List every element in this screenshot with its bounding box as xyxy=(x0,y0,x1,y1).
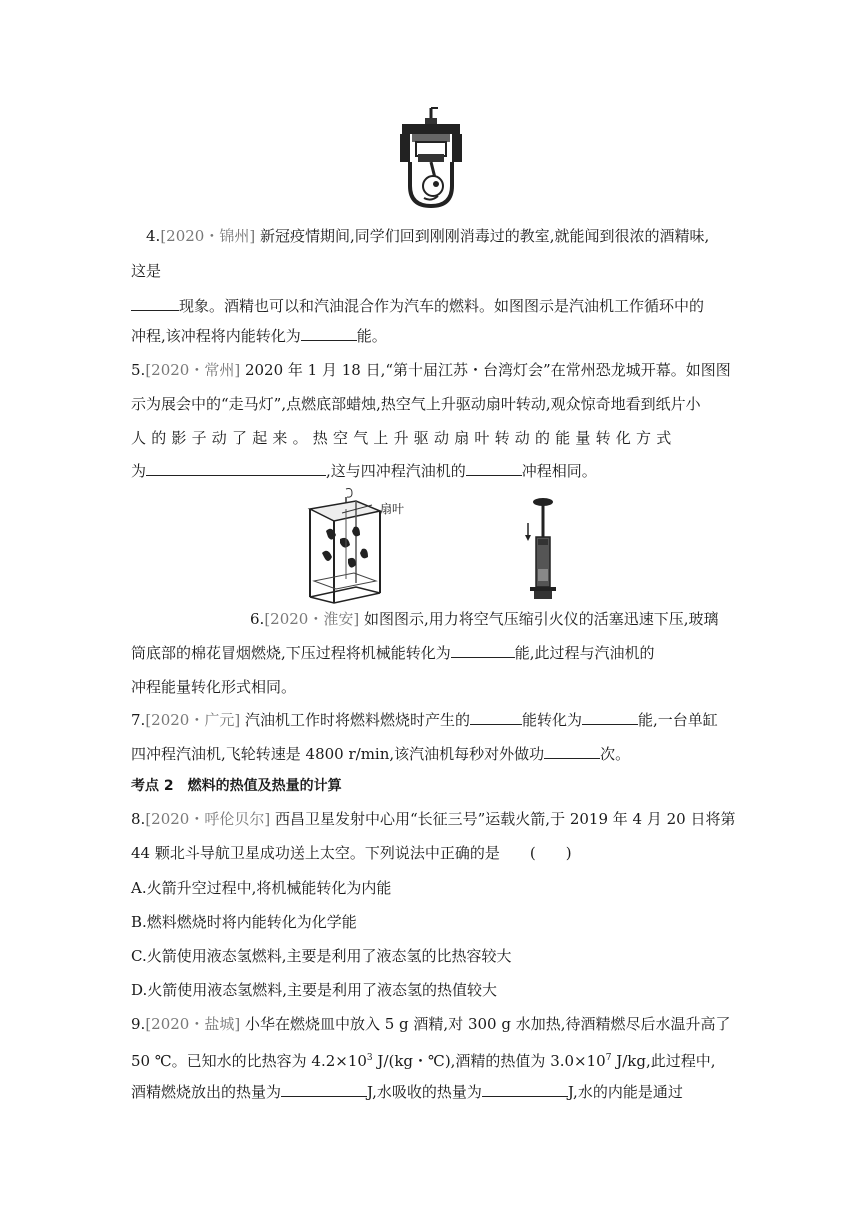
q6-number: 6. xyxy=(250,610,265,628)
q5-line-4 xyxy=(131,461,597,481)
q8-line-2 xyxy=(131,843,572,863)
q4-line-4 xyxy=(131,326,387,346)
q5-text: 2020 年 1 月 18 日,“第十届江苏・台湾灯会”在常州恐龙城开幕。如图图 xyxy=(240,361,731,379)
q4-text: 能。 xyxy=(356,327,387,345)
q8-number: 8. xyxy=(131,810,146,828)
q5-text: 为 xyxy=(131,462,147,480)
answer-blank[interactable] xyxy=(470,710,522,725)
answer-blank[interactable] xyxy=(451,643,515,658)
q6-text: 冲程能量转化形式相同。 xyxy=(131,678,297,696)
q9-text: 酒精燃烧放出的热量为 xyxy=(131,1083,282,1101)
q7-text: 次。 xyxy=(600,745,631,763)
q7-number: 7. xyxy=(131,711,146,729)
q4-number: 4. xyxy=(146,227,161,245)
answer-blank[interactable] xyxy=(281,1082,367,1097)
q7-line-2 xyxy=(131,744,630,764)
q4-text: 新冠疫情期间,同学们回到刚刚消毒过的教室,就能闻到很浓的酒精味, xyxy=(255,227,710,245)
q4-line-3 xyxy=(131,296,704,316)
q7-line-1 xyxy=(131,710,718,730)
q8-text: 44 颗北斗导航卫星成功送上太空。下列说法中正确的是 ( ) xyxy=(131,844,572,862)
q8-text: 西昌卫星发射中心用“长征三号”运载火箭,于 2019 年 4 月 20 日将第 xyxy=(270,810,736,828)
fire-syringe-figure xyxy=(520,497,566,601)
answer-blank[interactable] xyxy=(301,326,357,341)
q5-number: 5. xyxy=(131,361,146,379)
q9-line-3 xyxy=(131,1082,683,1102)
q9-line-2 xyxy=(131,1048,716,1071)
q5-text: 冲程相同。 xyxy=(521,462,597,480)
q9-number: 9. xyxy=(131,1015,146,1033)
q6-text: 能,此过程与汽油机的 xyxy=(514,644,655,662)
q5-source: [2020・常州] xyxy=(145,361,241,379)
answer-blank[interactable] xyxy=(582,710,638,725)
q8-option-b[interactable]: B.燃料燃烧时将内能转化为化学能 xyxy=(131,913,357,931)
answer-blank[interactable] xyxy=(131,296,179,311)
q8-option-c[interactable]: C.火箭使用液态氢燃料,主要是利用了液态氢的比热容较大 xyxy=(131,947,512,965)
q4-text: 现象。酒精也可以和汽油混合作为汽车的燃料。如图图示是汽油机工作循环中的 xyxy=(179,297,705,315)
q9-line-1 xyxy=(131,1014,731,1034)
q6-line-2 xyxy=(131,643,655,663)
q9-source: [2020・盐城] xyxy=(145,1015,241,1033)
q4-line-2 xyxy=(131,261,161,281)
answer-blank[interactable] xyxy=(544,744,600,759)
q7-text: 能,一台单缸 xyxy=(638,711,718,729)
q4-line-1 xyxy=(146,226,709,246)
q8-line-1 xyxy=(131,809,736,829)
q7-text: 汽油机工作时将燃料燃烧时产生的 xyxy=(240,711,470,729)
engine-figure xyxy=(398,106,464,208)
q9-text: J,水吸收的热量为 xyxy=(367,1083,482,1101)
lantern-label: 扇叶 xyxy=(380,502,405,516)
q4-source: [2020・锦州] xyxy=(160,227,256,245)
q8-source: [2020・呼伦贝尔] xyxy=(145,810,271,828)
q5-text: 人的影子动了起来。热空气上升驱动扇叶转动的能量转化方式 xyxy=(131,429,677,447)
q6-source: [2020・淮安] xyxy=(264,610,360,628)
q8-option-d[interactable]: D.火箭使用液态氢燃料,主要是利用了液态氢的热值较大 xyxy=(131,981,498,999)
q6-text: 筒底部的棉花冒烟燃烧,下压过程将机械能转化为 xyxy=(131,644,451,662)
q5-line-1 xyxy=(131,360,731,380)
q5-line-3 xyxy=(131,428,676,448)
q8-option-a[interactable]: A.火箭升空过程中,将机械能转化为内能 xyxy=(131,879,392,897)
q4-text: 这是 xyxy=(131,262,162,280)
q4-text: 冲程,该冲程将内能转化为 xyxy=(131,327,301,345)
q9-text: J/kg,此过程中, xyxy=(611,1052,716,1070)
q6-text: 如图图示,用力将空气压缩引火仪的活塞迅速下压,玻璃 xyxy=(359,610,719,628)
q5-text: ,这与四冲程汽油机的 xyxy=(326,462,466,480)
q9-text: 小华在燃烧皿中放入 5 g 酒精,对 300 g 水加热,待酒精燃尽后水温升高了 xyxy=(240,1015,731,1033)
q7-text: 能转化为 xyxy=(521,711,582,729)
q9-superscript: 7 xyxy=(605,1053,612,1063)
answer-blank[interactable] xyxy=(482,1082,568,1097)
section-heading: 考点 2 燃料的热值及热量的计算 xyxy=(131,778,342,794)
q6-line-3 xyxy=(131,677,296,697)
q7-text: 四冲程汽油机,飞轮转速是 4800 r/min,该汽油机每秒对外做功 xyxy=(131,745,545,763)
q5-text: 示为展会中的“走马灯”,点燃底部蜡烛,热空气上升驱动扇叶转动,观众惊奇地看到纸片小 xyxy=(131,395,701,413)
q9-text: 50 ℃。已知水的比热容为 4.2×10 xyxy=(131,1052,367,1070)
q6-line-1 xyxy=(250,609,719,629)
q9-text: J/(kg・℃),酒精的热值为 3.0×10 xyxy=(372,1052,606,1070)
answer-blank[interactable] xyxy=(466,461,522,476)
q7-source: [2020・广元] xyxy=(145,711,241,729)
q9-superscript: 3 xyxy=(366,1053,373,1063)
q9-text: J,水的内能是通过 xyxy=(567,1083,683,1101)
answer-blank[interactable] xyxy=(146,461,326,476)
q5-line-2 xyxy=(131,394,701,414)
